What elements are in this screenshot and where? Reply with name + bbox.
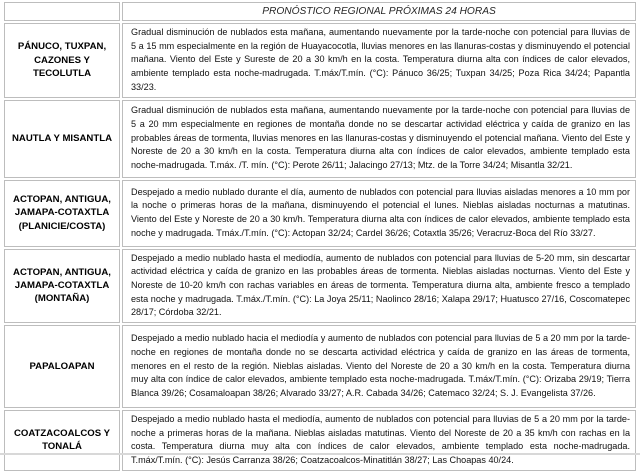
table-row [4,23,636,98]
table-row [4,325,636,408]
table-row [4,180,636,247]
region-name: NAUTLA Y MISANTLA [4,100,120,178]
header-empty-cell [4,2,120,21]
table-row [4,100,636,178]
header-row [4,2,636,21]
region-name: ACTOPAN, ANTIGUA, JAMAPA-COTAXTLA (MONTAÑA) [4,249,120,324]
table-title: PRONÓSTICO REGIONAL PRÓXIMAS 24 HORAS [122,2,636,21]
table-row [4,249,636,324]
table-row [4,410,636,471]
region-name: PÁNUCO, TUXPAN, CAZONES Y TECOLUTLA [4,23,120,98]
region-forecast: Despejado a medio nublado hasta el mediodía, aumento de nublados con potencial para lluvias de 5-20 mm, sin descartar actividad eléctrica y caída de granizo en las probables áreas de tormenta. Nieblas aisladas nocturnas. Viento del Este y Noreste de 10-20 km/h con rachas variables en áreas de tormenta. Temperatura diurna alta, ambiente fresco a templado esta noche y madrugada. T.máx./T.mín. (°C): La Joya 25/11; Naolinco 28/16; Xalapa 29/17; Huatusco 27/16, Coscomatepec 28/17; Córdoba 32/21. [122,249,636,324]
regional-forecast-table [2,0,638,473]
table-bottom-divider [0,453,640,455]
region-forecast: Despejado a medio nublado hacia el mediodía y aumento de nublados con potencial para lluvias de 5 a 20 mm por la tarde-noche en regiones de montaña donde no se descarta actividad eléctrica y caída de granizo en las áreas de tormenta, menores en el resto de la región. Nieblas aisladas. Viento del Noreste de 20 a 30 km/h en la costa. Temperatura diurna muy alta con índice de calor elevados, ambiente templado esta noche-madrugada. T.máx/T.mín. (°C): Orizaba 29/19; Tierra Blanca 39/26; Cosamaloapan 38/26; Alvarado 33/27; A.R. Cabada 34/26; Catemaco 32/24; S. J. Evangelista 37/26. [122,325,636,408]
region-name: ACTOPAN, ANTIGUA, JAMAPA-COTAXTLA (PLANICIE/COSTA) [4,180,120,247]
region-forecast: Gradual disminución de nublados esta mañana, aumentando nuevamente por la tarde-noche con potencial para lluvias de 5 a 20 mm especialmente en regiones de montaña donde no se descartar actividad eléctrica y caída de granizo en las probables áreas de tormenta, lluvias menores en las llanuras-costas y disminuyendo el potencial mañana. Viento del Este y Noreste de 20 a 30 km/h en la costa. Temperatura diurna alta con índices de calor elevados, ambiente templado esta noche-madrugada. T.máx. /T. mín. (°C): Perote 26/11; Jalacingo 27/13; Mtz. de la Torre 34/24; Misantla 32/21. [122,100,636,178]
region-name: COATZACOALCOS Y TONALÁ [4,410,120,471]
region-name: PAPALOAPAN [4,325,120,408]
region-forecast: Gradual disminución de nublados esta mañana, aumentando nuevamente por la tarde-noche con potencial para lluvias de 5 a 15 mm especialmente en la región de Huayacocotla, lluvias menores en las llanuras-costas y disminuyendo el potencial mañana. Viento del Este y Sureste de 20 a 30 km/h en la costa. Temperatura diurna alta con índices de calor elevados, ambiente templado esta noche-madrugada. T.máx/T.mín. (°C): Pánuco 36/25; Tuxpan 34/25; Poza Rica 34/24; Papantla 33/23. [122,23,636,98]
region-forecast: Despejado a medio nublado durante el día, aumento de nublados con potencial para lluvias aisladas menores a 10 mm por la noche o primeras horas de la mañana, disminuyendo el potencial el lunes. Nieblas aisladas nocturnas a matutinas. Viento del Este y Noreste de 20 a 30 km/h. Temperatura diurna alta con índices de calor elevados, ambiente templado esta noche y madrugada. Tmáx./T.mín. (°C): Actopan 32/24; Cardel 36/26; Cotaxtla 35/26; Veracruz-Boca del Río 33/27. [122,180,636,247]
region-forecast: Despejado a medio nublado hasta el mediodía, aumento de nublados con potencial para lluvias de 5 a 20 mm por la tarde-noche a primeras horas de la mañana. Nieblas aisladas matutinas. Viento del Noreste de 20 a 35 km/h con rachas en la costa. Temperatura diurna muy alta con índices de calor elevados, ambiente templado esta noche-madrugada. T.máx/T.mín. (°C): Jesús Carranza 38/26; Coatzacoalcos-Minatitlán 38/27; Las Choapas 40/24. [122,410,636,471]
